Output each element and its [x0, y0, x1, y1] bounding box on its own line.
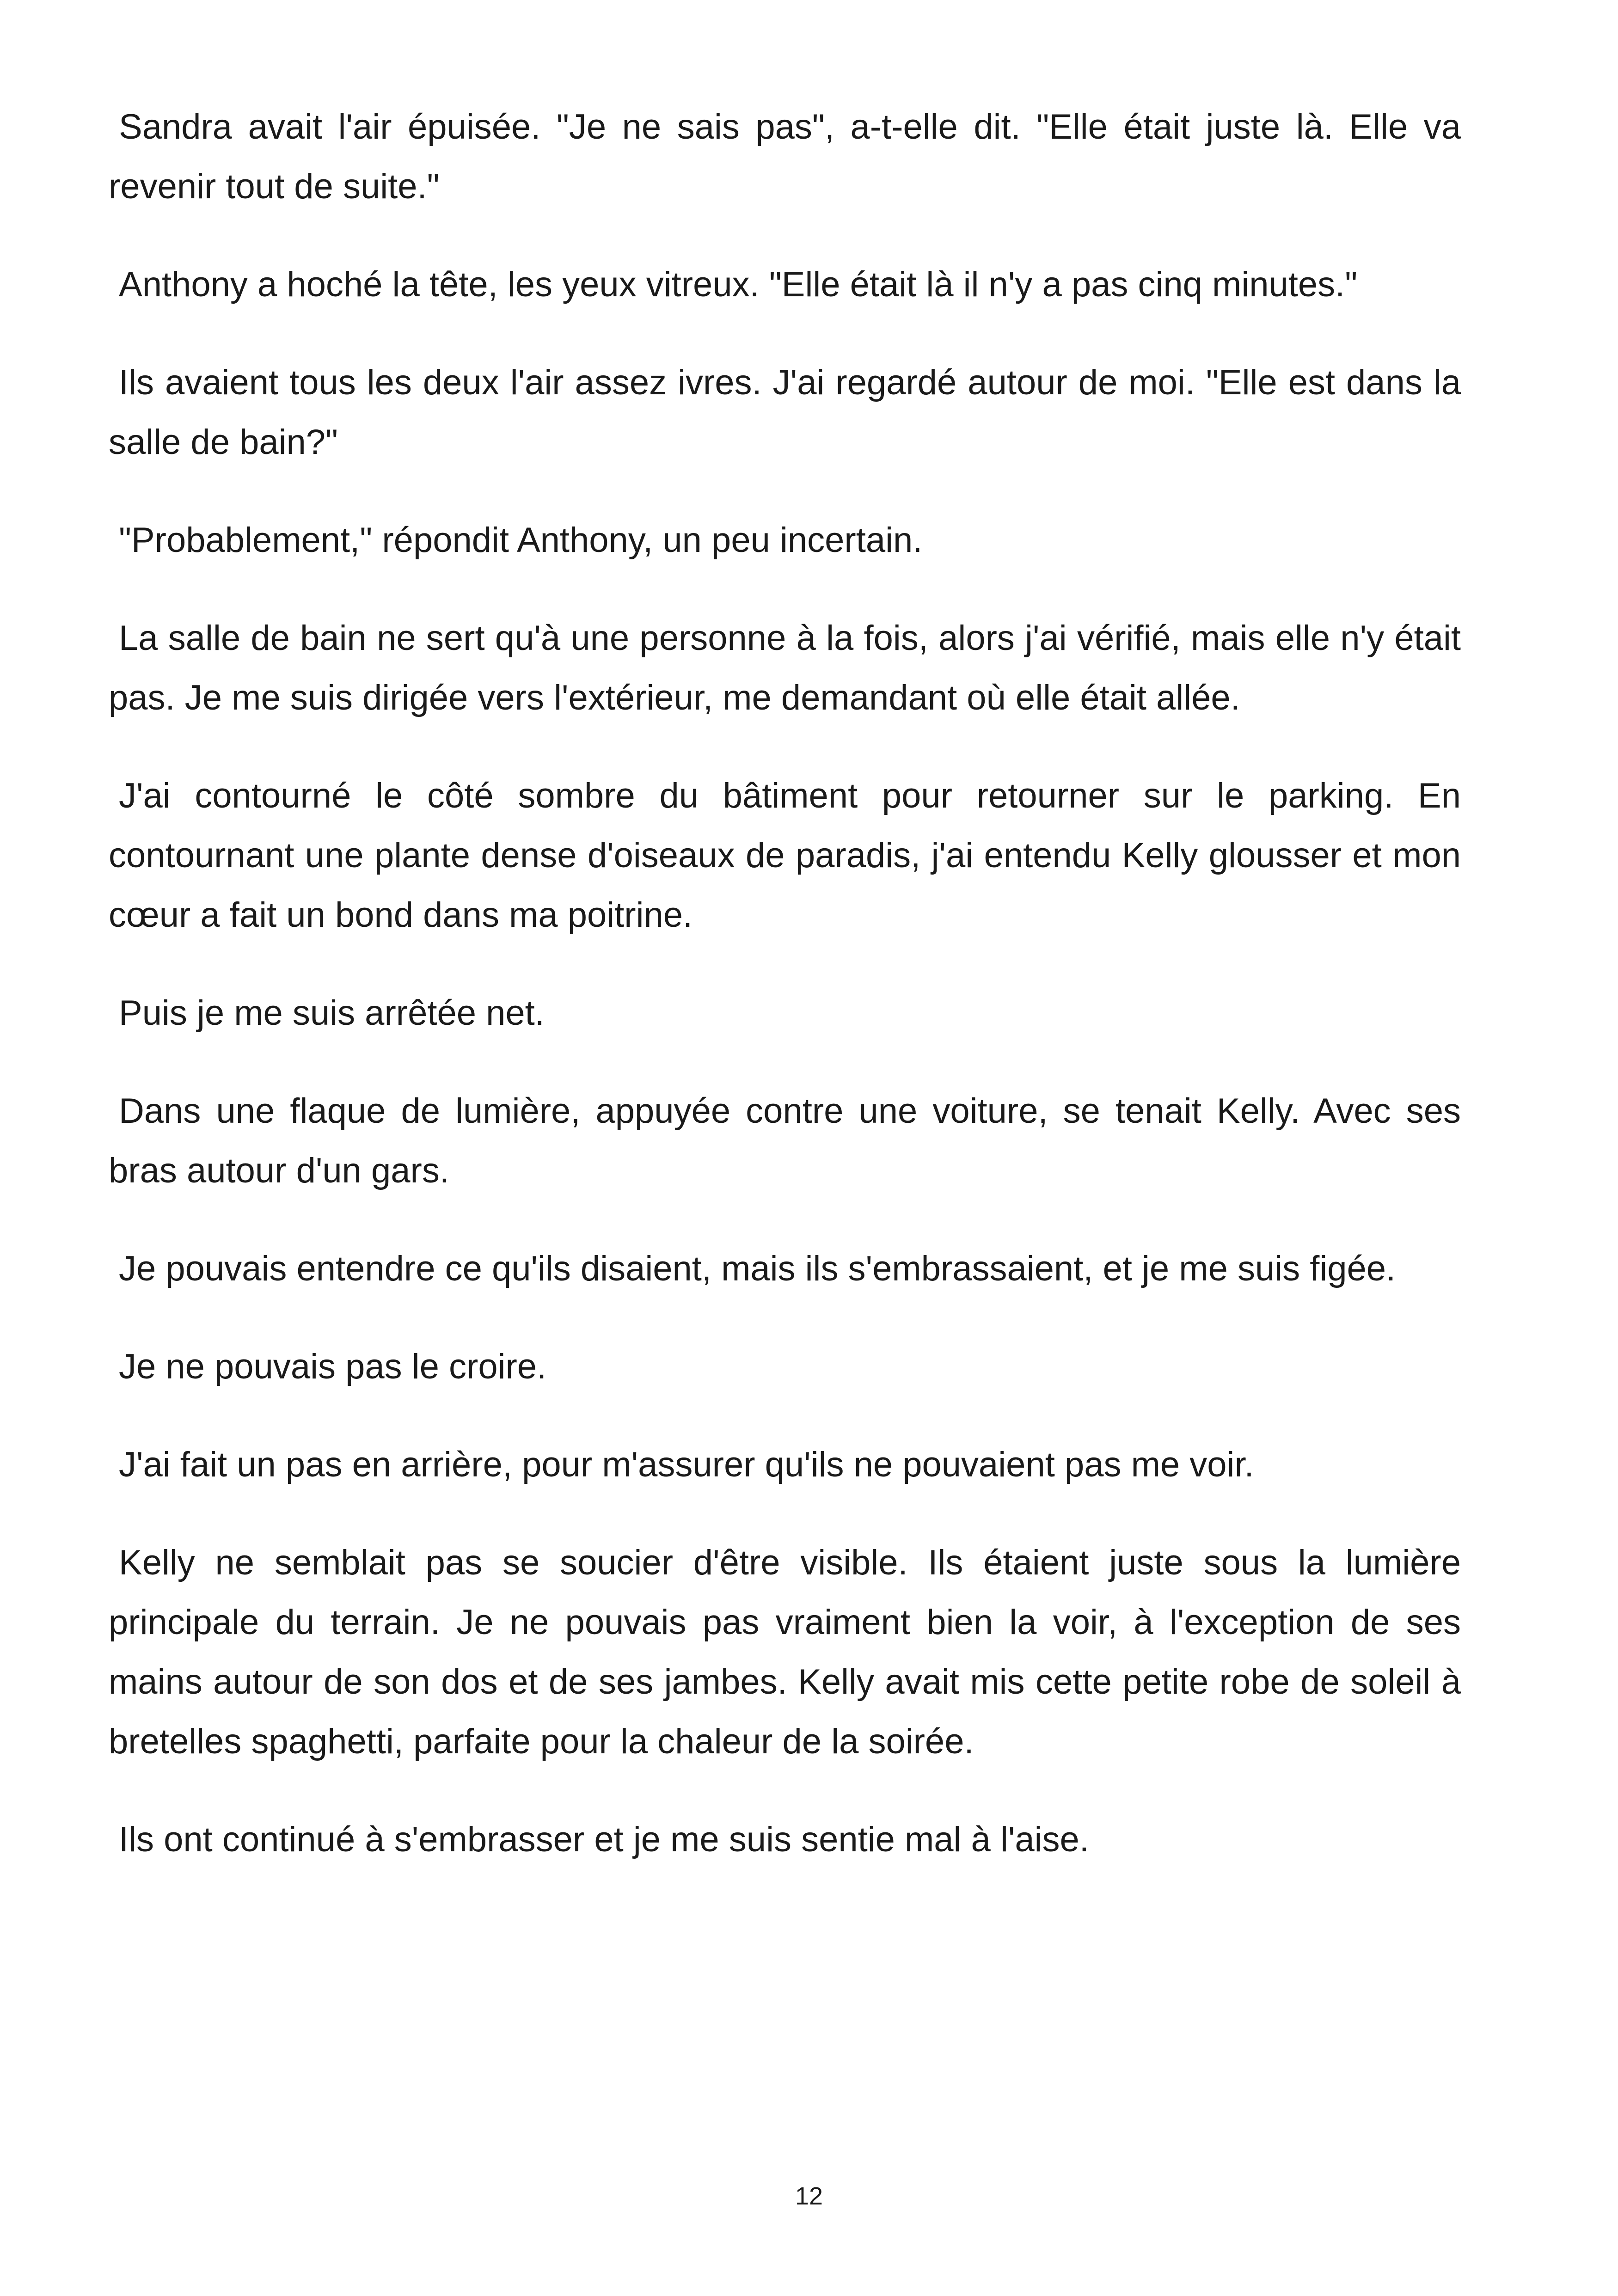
paragraph: Ils ont continué à s'embrasser et je me suis sentie mal à l'aise.: [119, 1820, 1089, 1859]
paragraph: Je ne pouvais pas le croire.: [119, 1347, 547, 1386]
paragraph: Sandra avait l'air épuisée. "Je ne sais pas", a-t-elle dit. "Elle était juste là. Elle va revenir tout de suite.": [109, 107, 1461, 206]
page-number: 12: [795, 2182, 823, 2210]
paragraph: Kelly ne semblait pas se soucier d'être visible. Ils étaient juste sous la lumière principale du terrain. Je ne pouvais pas vraiment bien la voir, à l'exception de ses mains autour de son dos et de ses jambes. Kelly avait mis cette petite robe de soleil à bretelles spaghetti, parfaite pour la chaleur de la soirée.: [109, 1543, 1461, 1761]
paragraph: Ils avaient tous les deux l'air assez ivres. J'ai regardé autour de moi. "Elle est dans la salle de bain?": [109, 363, 1461, 462]
paragraph: La salle de bain ne sert qu'à une personne à la fois, alors j'ai vérifié, mais elle n'y était pas. Je me suis dirigée vers l'extérieur, me demandant où elle était allée.: [109, 618, 1461, 717]
paragraph: Je pouvais entendre ce qu'ils disaient, mais ils s'embrassaient, et je me suis figée.: [119, 1249, 1396, 1288]
paragraph: Dans une flaque de lumière, appuyée contre une voiture, se tenait Kelly. Avec ses bras autour d'un gars.: [109, 1091, 1461, 1190]
paragraph: Puis je me suis arrêtée net.: [119, 993, 545, 1033]
paragraph: Anthony a hoché la tête, les yeux vitreux. "Elle était là il n'y a pas cinq minutes.": [119, 265, 1358, 304]
body-text: [109, 97, 1461, 1908]
paragraph: "Probablement," répondit Anthony, un peu incertain.: [119, 520, 923, 560]
paragraph: J'ai contourné le côté sombre du bâtiment pour retourner sur le parking. En contournant une plante dense d'oiseaux de paradis, j'ai entendu Kelly glousser et mon cœur a fait un bond dans ma poitrine.: [109, 776, 1461, 935]
paragraph: J'ai fait un pas en arrière, pour m'assurer qu'ils ne pouvaient pas me voir.: [119, 1445, 1254, 1484]
